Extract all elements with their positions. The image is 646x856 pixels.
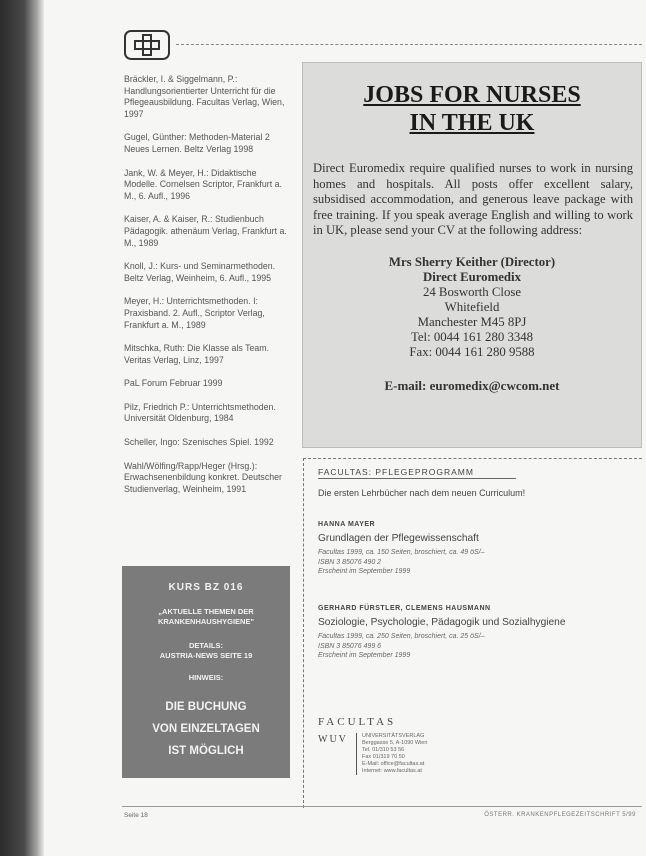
page-number: Seite 18 xyxy=(124,812,148,819)
book-author: HANNA MAYER xyxy=(318,521,376,528)
book-binding-shadow xyxy=(0,0,44,856)
publisher-line: Internet: www.facultas.at xyxy=(362,768,422,774)
district: Whitefield xyxy=(444,299,500,314)
publisher-line: E-Mail: office@facultas.at xyxy=(362,761,425,767)
facultas-brand: FACULTAS xyxy=(318,716,397,728)
jobs-title-line1: JOBS FOR NURSES xyxy=(363,82,581,108)
facultas-advertisement xyxy=(303,458,642,808)
book-meta xyxy=(318,548,636,577)
top-divider xyxy=(176,44,642,45)
jobs-advertisement xyxy=(302,62,642,448)
course-booking-note xyxy=(122,696,290,762)
details-label: DETAILS: xyxy=(188,641,224,650)
reference-list xyxy=(124,74,292,507)
book-meta-line: Facultas 1999, ca. 150 Seiten, broschiert, ca. 49 öS/– xyxy=(318,549,485,556)
book-title: Soziologie, Psychologie, Pädagogik und Sozialhygiene xyxy=(318,617,566,628)
logo-cross-icon xyxy=(124,30,170,60)
book-title: Grundlagen der Pflegewissenschaft xyxy=(318,533,479,544)
booking-line: VON EINZELTAGEN xyxy=(152,723,260,735)
publisher-address xyxy=(356,733,427,775)
city: Manchester M45 8PJ xyxy=(417,314,527,329)
publisher-line: UNIVERSITÄTSVERLAG xyxy=(362,733,425,739)
book-meta-line: Facultas 1999, ca. 250 Seiten, broschiert, ca. 25 öS/– xyxy=(318,633,485,640)
reference-item: Meyer, H.: Unterrichtsmethoden. I: Praxisband. 2. Aufl., Scriptor Verlag, Frankfurt a. M., 1989 xyxy=(124,296,265,330)
book-meta-line: Erscheint im September 1999 xyxy=(318,652,411,659)
publisher-line: Fax 01/319 70 50 xyxy=(362,754,405,760)
book-meta xyxy=(318,632,636,661)
company-name: Direct Euromedix xyxy=(423,269,521,284)
street: 24 Bosworth Close xyxy=(422,284,522,299)
course-hint: HINWEIS: xyxy=(188,673,224,682)
book-meta-line: Erscheint im September 1999 xyxy=(318,568,411,575)
details-reference: AUSTRIA-NEWS SEITE 19 xyxy=(159,651,253,660)
wuv-brand: WUV xyxy=(318,734,348,745)
jobs-title xyxy=(303,81,641,137)
reference-item: Kaiser, A. & Kaiser, R.: Studienbuch Pädagogik. athenäum Verlag, Frankfurt a. M., 1989 xyxy=(124,214,287,248)
booking-line: DIE BUCHUNG xyxy=(165,701,247,713)
book-author: GERHARD FÜRSTLER, CLEMENS HAUSMANN xyxy=(318,605,491,612)
booking-line: IST MÖGLICH xyxy=(168,745,244,757)
course-details xyxy=(122,641,290,661)
footer-divider xyxy=(122,806,642,807)
publisher-line: Tel. 01/310 53 56 xyxy=(362,747,405,753)
reference-item: Scheller, Ingo: Szenisches Spiel. 1992 xyxy=(124,437,274,448)
book-meta-line: ISBN 3 85076 499 6 xyxy=(318,642,382,650)
email-address: E-mail: euromedix@cwcom.net xyxy=(384,377,560,393)
reference-item: Knoll, J.: Kurs- und Seminarmethoden. Beltz Verlag, Weinheim, 6. Aufl., 1995 xyxy=(124,261,276,283)
jobs-address xyxy=(303,255,641,360)
course-box xyxy=(122,566,290,778)
jobs-title-line2: IN THE UK xyxy=(409,110,535,136)
book-meta-line: ISBN 3 85076 490 2 xyxy=(318,558,382,566)
jobs-body: Direct Euromedix require qualified nurses to work in nursing homes and hospitals. All posts offer excellent salary, subsidised accommodation, and generous leave package with free training. If you speak average English and willing to work in UK, please send your CV at the following address: xyxy=(313,161,633,237)
telephone: Tel: 0044 161 280 3348 xyxy=(410,329,534,344)
fax: Fax: 0044 161 280 9588 xyxy=(409,344,535,359)
reference-item: Gugel, Günther: Methoden-Material 2 Neues Lernen. Beltz Verlag 1998 xyxy=(124,132,270,154)
reference-item: Pilz, Friedrich P.: Unterrichtsmethoden. Universität Oldenburg, 1984 xyxy=(124,401,276,424)
reference-item: Bräckler, I. & Siggelmann, P.: Handlungsorientierter Unterricht für die Pflegeausbildung. Facultas Verlag, Wien, 1997 xyxy=(124,74,285,119)
reference-item: Mitschka, Ruth: Die Klasse als Team. Veritas Verlag, Linz, 1997 xyxy=(124,343,270,365)
journal-name: ÖSTERR. KRANKENPFLEGEZEITSCHRIFT 5/99 xyxy=(484,812,636,818)
book-entry xyxy=(318,521,636,577)
publisher-line: Berggasse 5, A-1090 Wien xyxy=(362,740,428,746)
course-code: KURS BZ 016 xyxy=(168,582,244,593)
contact-name: Mrs Sherry Keither (Director) xyxy=(388,254,556,269)
reference-item: Jank, W. & Meyer, H.: Didaktische Modelle. Cornelsen Scriptor, Frankfurt a. M., 6. Aufl., 1996 xyxy=(124,167,282,201)
facultas-subheading: Die ersten Lehrbücher nach dem neuen Curriculum! xyxy=(318,488,526,498)
book-entry xyxy=(318,605,636,661)
reference-item: PaL Forum Februar 1999 xyxy=(124,378,223,389)
reference-item: Wahl/Wölfing/Rapp/Heger (Hrsg.): Erwachsenenbildung konkret. Deutscher Studienverlag, Weinheim, 1991 xyxy=(124,460,282,494)
course-topic: „AKTUELLE THEMEN DER KRANKENHAUSHYGIENE" xyxy=(157,607,255,626)
facultas-heading: FACULTAS: PFLEGEPROGRAMM xyxy=(318,467,516,479)
